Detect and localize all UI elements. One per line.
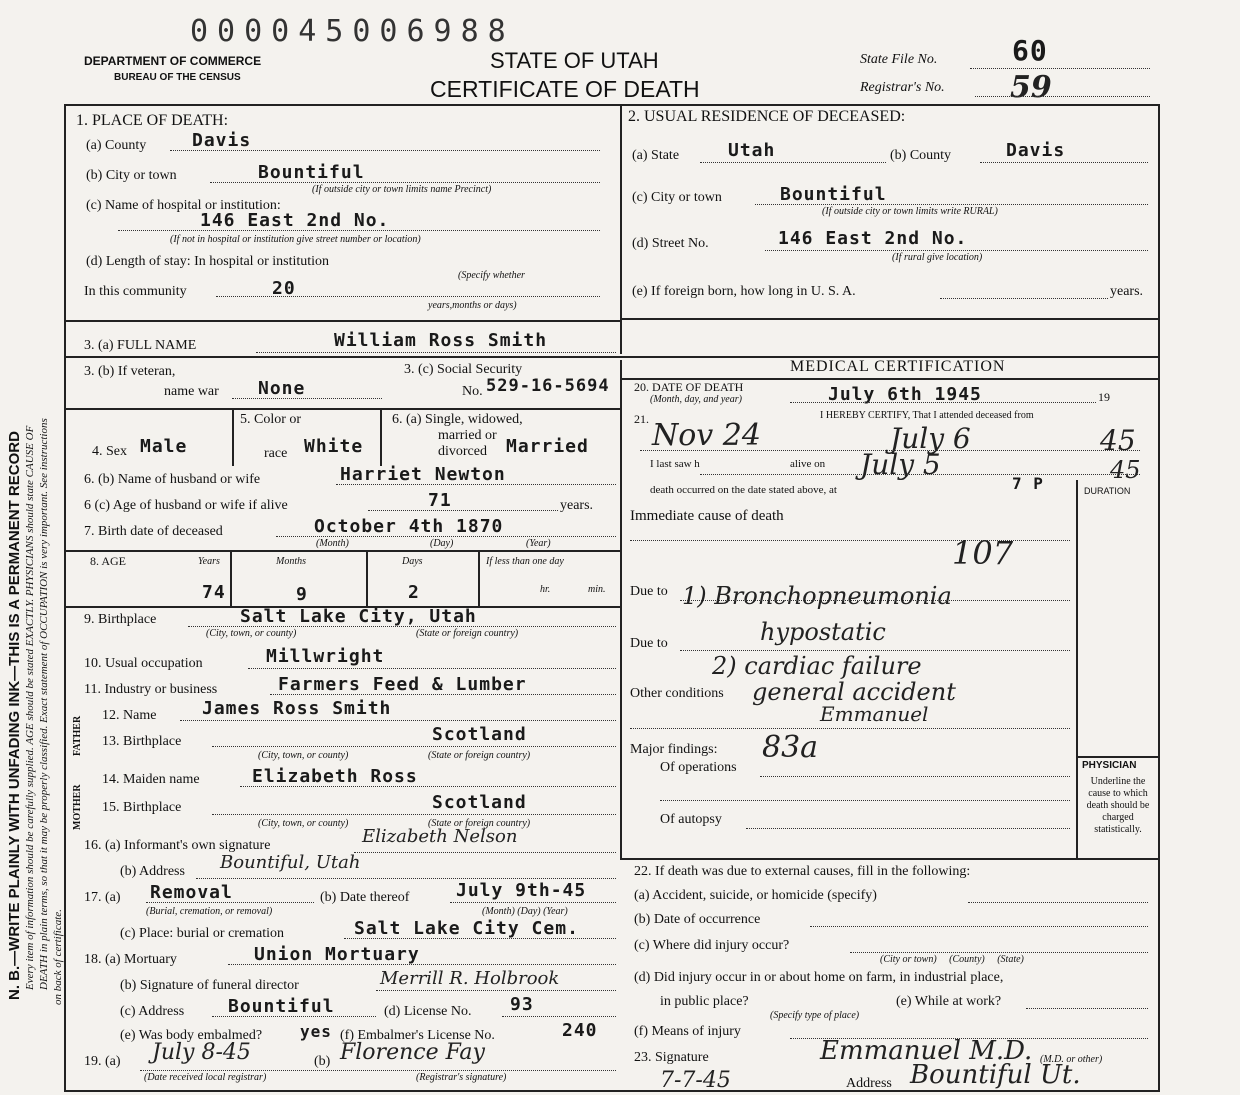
external-f: (f) Means of injury [634, 1024, 741, 1039]
license-label: (d) License No. [384, 1004, 472, 1019]
funeral-director-signature: Merrill R. Holbrook [380, 968, 560, 989]
mortuary-value: Union Mortuary [254, 944, 420, 965]
occupation-label: 10. Usual occupation [84, 656, 203, 671]
external-e: (e) While at work? [896, 994, 1002, 1009]
father-bp-note-2: (State or foreign country) [428, 750, 531, 761]
res-street-note: (If rural give location) [892, 252, 983, 263]
hospital-note: (If not in hospital or institution give street number or location) [170, 234, 421, 245]
death-county-label: (a) County [86, 138, 147, 153]
embalmer-value: 240 [562, 1020, 598, 1041]
state-heading: STATE OF UTAH [490, 48, 659, 73]
res-county-label: (b) County [890, 148, 952, 163]
full-name-label: 3. (a) FULL NAME [84, 338, 197, 353]
age-months-label: Months [276, 556, 306, 567]
embalmed-value: yes [300, 1022, 332, 1041]
death-date-value: July 6th 1945 [828, 384, 982, 405]
burial-date-label: (b) Date thereof [320, 890, 410, 905]
mother-bp-note-1: (City, town, or county) [258, 818, 349, 829]
last-saw-date: July 5 [860, 448, 941, 481]
embalmer-label: (f) Embalmer's License No. [340, 1028, 495, 1043]
birthplace-note-2: (State or foreign country) [416, 628, 519, 639]
certify-number: 21. [634, 412, 649, 426]
res-city-note: (If outside city or town limits write RURAL) [822, 206, 998, 217]
war-label: name war [164, 384, 219, 399]
res-state-label: (a) State [632, 148, 680, 163]
registrar-b-label: (b) [314, 1054, 331, 1069]
physician-note: Underline the cause to which death should be charged statistically. [1086, 776, 1150, 835]
residence-heading: 2. USUAL RESIDENCE OF DECEASED: [628, 108, 906, 125]
age-years-value: 74 [202, 582, 226, 603]
occupation-value: Millwright [266, 646, 385, 667]
physician-address-label: Address [846, 1076, 892, 1091]
other-conditions-value-2: Emmanuel [820, 702, 929, 726]
informant-address: Bountiful, Utah [220, 852, 361, 873]
time-value: 7 P [1012, 474, 1044, 493]
last-saw-label: I last saw h [650, 458, 700, 470]
spouse-age-value: 71 [428, 490, 452, 511]
informant-address-label: (b) Address [120, 864, 185, 879]
father-name-value: James Ross Smith [202, 698, 392, 719]
community-value: 20 [272, 278, 296, 299]
cause-1: 1) Bronchopneumonia [682, 582, 952, 610]
medical-heading: MEDICAL CERTIFICATION [790, 358, 1006, 375]
state-file-label: State File No. [860, 52, 938, 67]
ss-no-value: 529-16-5694 [486, 376, 610, 396]
cause-code: 107 [952, 534, 1014, 572]
physician-sig-note: (M.D. or other) [1040, 1054, 1103, 1065]
margin-warning: N. B.—WRITE PLAINLY WITH UNFADING INK—THIS IS A PERMANENT RECORD [6, 431, 23, 1000]
cause-2: hypostatic [760, 618, 886, 646]
external-c: (c) Where did injury occur? [634, 938, 790, 953]
registrar-signature: Florence Fay [340, 1040, 485, 1065]
foreign-suffix: years. [1110, 284, 1144, 299]
mortuary-address-label: (c) Address [120, 1004, 185, 1019]
burial-method-note: (Burial, cremation, or removal) [146, 906, 273, 917]
years-note: years,months or days) [428, 300, 517, 311]
mother-birthplace-label: 15. Birthplace [102, 800, 182, 815]
marital-label-2: married or [438, 428, 497, 443]
major-findings-value: 83a [762, 730, 819, 765]
certificate-title: CERTIFICATE OF DEATH [430, 76, 700, 102]
due-to-label-1: Due to [630, 584, 668, 599]
marital-value: Married [506, 436, 589, 457]
birth-date-value: October 4th 1870 [314, 516, 504, 537]
burial-date-value: July 9th-45 [456, 880, 587, 901]
last-saw-year: 45 [1110, 456, 1141, 484]
margin-instructions-3: on back of certificate. [52, 909, 64, 1005]
full-name-value: William Ross Smith [334, 330, 548, 351]
res-street-label: (d) Street No. [632, 236, 709, 251]
spouse-value: Harriet Newton [340, 464, 506, 485]
year-prefix: 19 [1098, 390, 1110, 404]
hospital-label: (c) Name of hospital or institution: [86, 198, 281, 213]
hospital-value: 146 East 2nd No. [200, 210, 390, 231]
death-city-note: (If outside city or town limits name Precinct) [312, 184, 492, 195]
registrar-number: 59 [1010, 70, 1052, 105]
race-label: race [264, 446, 288, 461]
immediate-cause-label: Immediate cause of death [630, 508, 784, 524]
registrar-no-label: Registrar's No. [860, 80, 945, 95]
min-label: min. [588, 584, 606, 595]
external-a: (a) Accident, suicide, or homicide (specify) [634, 888, 877, 903]
other-conditions-label: Other conditions [630, 686, 724, 701]
death-date-label: 20. DATE OF DEATH [634, 380, 744, 394]
mother-birthplace-value: Scotland [432, 792, 527, 813]
cause-3: 2) cardiac failure [712, 652, 922, 680]
veteran-label: 3. (b) If veteran, [84, 364, 176, 379]
spouse-age-label: 6 (c) Age of husband or wife if alive [84, 498, 288, 513]
industry-label: 11. Industry or business [84, 682, 218, 697]
death-city-value: Bountiful [258, 162, 365, 183]
father-birthplace-label: 13. Birthplace [102, 734, 182, 749]
father-birthplace-value: Scotland [432, 724, 527, 745]
attended-from-value: Nov 24 [652, 418, 761, 453]
age-label: 8. AGE [90, 554, 126, 568]
res-city-label: (c) City or town [632, 190, 722, 205]
form-frame [64, 104, 1160, 1092]
external-c-note: (City or town) (County) (State) [880, 954, 1024, 965]
margin-instructions-1: Every item of information should be carefully supplied. AGE should be stated EXACTLY. PHYSICIANS should state CAUSE OF [24, 425, 36, 990]
ss-label: 3. (c) Social Security [404, 362, 523, 377]
age-days-value: 2 [408, 582, 420, 603]
external-d2: in public place? [660, 994, 749, 1009]
burial-date-note: (Month) (Day) (Year) [482, 906, 568, 917]
birth-month-note: (Month) [316, 538, 349, 549]
mother-bp-note-2: (State or foreign country) [428, 818, 531, 829]
burial-method-value: Removal [150, 882, 233, 903]
burial-place-label: (c) Place: burial or cremation [120, 926, 285, 941]
sex-value: Male [140, 436, 188, 457]
birth-date-label: 7. Birth date of deceased [84, 524, 223, 539]
race-value: White [304, 436, 364, 457]
mortuary-address-value: Bountiful [228, 996, 335, 1017]
attended-to-value: July 6 [890, 422, 971, 455]
death-city-label: (b) City or town [86, 168, 177, 183]
birth-year-note: (Year) [526, 538, 551, 549]
operations-label: Of operations [660, 760, 737, 775]
industry-value: Farmers Feed & Lumber [278, 674, 527, 695]
autopsy-label: Of autopsy [660, 812, 722, 827]
age-days-label: Days [402, 556, 423, 567]
registrar-label: 19. (a) [84, 1054, 121, 1069]
community-label: In this community [84, 284, 187, 299]
mother-label: MOTHER [72, 784, 83, 830]
state-file-number: 60 [1012, 34, 1048, 67]
burial-label: 17. (a) [84, 890, 121, 905]
ss-no-label: No. [462, 384, 483, 399]
age-months-value: 9 [296, 584, 308, 605]
father-label: FATHER [72, 715, 83, 756]
spouse-label: 6. (b) Name of husband or wife [84, 472, 261, 487]
certify-text: I HEREBY CERTIFY, That I attended deceased from [820, 410, 1034, 421]
license-value: 93 [510, 994, 534, 1015]
marital-label: 6. (a) Single, widowed, [392, 412, 523, 427]
res-state-value: Utah [728, 140, 776, 161]
spouse-age-suffix: years. [560, 498, 594, 513]
age-years-label: Years [198, 556, 220, 567]
death-county-value: Davis [192, 130, 252, 151]
serial-number: 000045006988 [190, 14, 515, 49]
department-label: DEPARTMENT OF COMMERCE [84, 54, 262, 68]
father-bp-note-1: (City, town, or county) [258, 750, 349, 761]
res-city-value: Bountiful [780, 184, 887, 205]
physician-date: 7-7-45 [660, 1068, 731, 1093]
external-d-note: (Specify type of place) [770, 1010, 860, 1021]
physician-label: PHYSICIAN [1082, 760, 1137, 771]
specify-note: (Specify whether [458, 270, 525, 281]
less-than-day-label: If less than one day [486, 556, 564, 567]
burial-place-value: Salt Lake City Cem. [354, 918, 579, 939]
external-heading: 22. If death was due to external causes, fill in the following: [634, 864, 971, 879]
res-county-value: Davis [1006, 140, 1066, 161]
margin-instructions-2: DEATH in plain terms, so that it may be properly classified. Exact statement of OCCUPATION is very important. See instructions [38, 418, 50, 990]
place-of-death-heading: 1. PLACE OF DEATH: [76, 112, 229, 129]
mortuary-label: 18. (a) Mortuary [84, 952, 177, 967]
external-b: (b) Date of occurrence [634, 912, 761, 927]
sex-label: 4. Sex [92, 444, 127, 459]
major-findings-label: Major findings: [630, 742, 718, 757]
attended-year-value: 45 [1100, 424, 1136, 457]
birthplace-label: 9. Birthplace [84, 612, 157, 627]
mother-name-value: Elizabeth Ross [252, 766, 418, 787]
bureau-label: BUREAU OF THE CENSUS [114, 72, 241, 83]
external-d: (d) Did injury occur in or about home on farm, in industrial place, [634, 970, 1004, 985]
foreign-label: (e) If foreign born, how long in U. S. A. [632, 284, 856, 299]
funeral-director-label: (b) Signature of funeral director [120, 978, 299, 993]
other-conditions-value: general accident [752, 678, 956, 706]
father-name-label: 12. Name [102, 708, 157, 723]
physician-address: Bountiful Ut. [910, 1060, 1081, 1090]
embalmed-label: (e) Was body embalmed? [120, 1028, 263, 1043]
birth-day-note: (Day) [430, 538, 454, 549]
physician-signature: Emmanuel M.D. [820, 1036, 1033, 1066]
mother-name-label: 14. Maiden name [102, 772, 200, 787]
stay-label: (d) Length of stay: In hospital or institution [86, 254, 330, 269]
informant-sig-label: 16. (a) Informant's own signature [84, 838, 271, 853]
informant-signature: Elizabeth Nelson [362, 826, 518, 847]
war-value: None [258, 378, 306, 399]
due-to-label-2: Due to [630, 636, 668, 651]
birthplace-value: Salt Lake City, Utah [240, 606, 477, 627]
color-label: 5. Color or [240, 412, 302, 427]
physician-sig-label: 23. Signature [634, 1050, 709, 1065]
marital-label-3: divorced [438, 444, 487, 459]
registrar-date: July 8-45 [152, 1040, 251, 1065]
registrar-sig-note: (Registrar's signature) [416, 1072, 507, 1083]
registrar-date-note: (Date received local registrar) [144, 1072, 267, 1083]
occurred-label: death occurred on the date stated above, at [650, 484, 837, 496]
last-saw-alive-label: alive on [790, 458, 826, 470]
hr-label: hr. [540, 584, 551, 595]
res-street-value: 146 East 2nd No. [778, 228, 968, 249]
death-date-note: (Month, day, and year) [650, 394, 742, 405]
duration-label: DURATION [1084, 486, 1131, 496]
birthplace-note-1: (City, town, or county) [206, 628, 297, 639]
